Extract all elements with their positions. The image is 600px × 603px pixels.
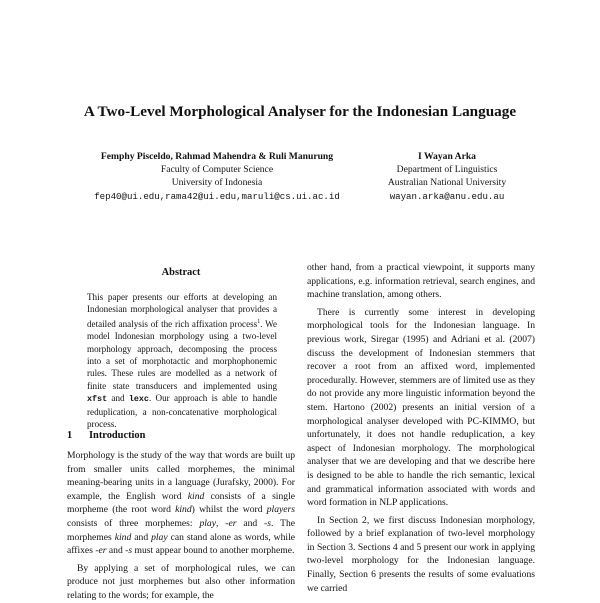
section-title: Introduction [89, 430, 146, 441]
author-affiliation: Department of Linguistics [396, 164, 498, 176]
text-run: consists of a single morpheme (the root word [67, 490, 295, 516]
author-email: fep40@ui.edu,rama42@ui.edu,maruli@cs.ui.ac.id [94, 190, 340, 202]
author-block-1 [72, 150, 362, 203]
example-word: play [199, 517, 216, 529]
author-names: I Wayan Arka [418, 151, 476, 162]
right-paragraph-2: There is currently some interest in developing morphological tools for the Indonesian language. In previous work, Siregar (1995) and Adriani et al. (2007) discuss the development of Indonesian stemmers that recover a root from an affixed word, implemented procedurally. However, stemmers are of limited use as they do not provide any more linguistic information beyond the stem. Hartono (2002) presents an initial version of a morphological analyser developed with PC-KIMMO, but unfortunately, it does not handle reduplication, a key aspect of Indonesian morphology. The morphological analyser that we are developing and that we describe here is designed to be able to handle the rich semantic, lexical and grammatical information associated with words and word formation in NLP applications. [307, 306, 535, 509]
text-run: . The morphemes [67, 517, 295, 543]
example-word: kind [187, 490, 205, 502]
example-word: -er [225, 517, 237, 529]
text-run: and [131, 531, 152, 543]
author-affiliation: Faculty of Computer Science [160, 164, 274, 176]
example-word: -er [95, 545, 107, 557]
text-run: , [215, 517, 226, 529]
abstract-text-1: This paper presents our efforts at developing an Indonesian morphological analyser that provides a detailed analysis of the rich affixation process [87, 292, 277, 329]
right-column-text [307, 261, 535, 595]
author-institution: Australian National University [387, 177, 507, 189]
abstract-text-2: . We model Indonesian morphology using a two-level morphology approach, decomposing the process into a set of morphotactic and morphophonemic rules. These rules are modelled as a network of finite state transducers and implemented using [87, 318, 277, 391]
abstract-text-3: . Our approach is able to handle reduplication, a non-concatenative morphological process. [87, 393, 277, 430]
section-number: 1 [67, 430, 73, 441]
text-run: and [236, 517, 265, 529]
abstract-and: and [107, 393, 129, 404]
section-heading-introduction [67, 430, 295, 441]
author-block-2 [372, 150, 522, 203]
introduction-text [67, 449, 295, 603]
abstract-body [87, 291, 277, 431]
tool-name-xfst: xfst [87, 394, 108, 405]
text-run: Morphology is the study of the way that words are built up from smaller units called morphemes, the minimal meaning-bearing units in a language (Jurafsky, 2000). For example, the English word [67, 450, 295, 502]
example-word: play [151, 531, 168, 543]
paper-title: A Two-Level Morphological Analyser for the Indonesian Language [83, 103, 517, 120]
text-run: ) whilst the word [191, 504, 267, 516]
text-run: and [106, 545, 126, 557]
intro-paragraph-1 [67, 449, 295, 558]
author-institution: University of Indonesia [171, 177, 263, 189]
right-paragraph-1: other hand, from a practical viewpoint, it supports many applications, e.g. information retrieval, search engines, and machine translation, among others. [307, 262, 535, 301]
author-names: Femphy Pisceldo, Rahmad Mahendra & Ruli Manurung [100, 151, 334, 162]
text-run: can stand alone as words, while affixes [67, 531, 295, 557]
text-run: must appear bound to another morpheme. [132, 545, 295, 557]
example-word: kind [175, 504, 192, 516]
intro-paragraph-2: By applying a set of morphological rules, we can produce not just morphemes but also other information relating to the words; for example, the [67, 562, 295, 601]
author-email: wayan.arka@anu.edu.au [389, 190, 505, 202]
example-word: kind [114, 531, 132, 543]
text-run: consists of three morphemes: [67, 517, 200, 529]
example-word: -s [125, 545, 133, 557]
example-word: players [266, 504, 295, 516]
example-word: -s [264, 517, 271, 529]
abstract-heading: Abstract [161, 267, 201, 278]
right-paragraph-3: In Section 2, we first discuss Indonesian morphology, followed by a brief explanation of two-level morphology in Section 3. Sections 4 and 5 present our work in applying two-level morphology for the Indonesian language. Finally, Section 6 presents the results of some evaluations we carried [307, 514, 535, 594]
tool-name-lexc: lexc [128, 394, 149, 405]
footnote-mark: 1 [257, 318, 261, 325]
